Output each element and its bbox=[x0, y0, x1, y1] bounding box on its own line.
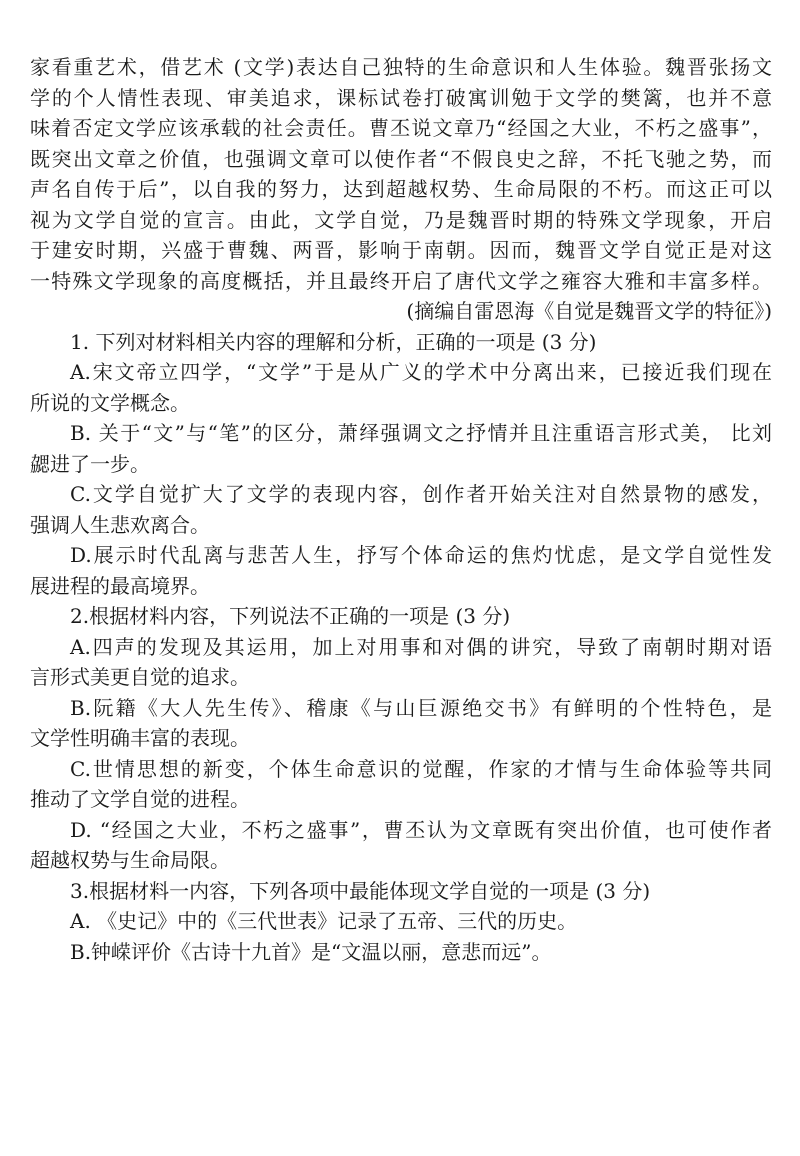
option-a-line2: 所说的文学概念。 bbox=[30, 390, 190, 415]
option-d-line1: D. “经国之大业，不朽之盛事”，曹丕认为文章既有突出价值，也可使作者 bbox=[70, 817, 772, 842]
passage-line: 声名自传于后”，以自我的努力，达到超越权势、生命局限的不朽。而这正可以 bbox=[30, 177, 772, 201]
option-a-line1: A.宋文帝立四学，“文学”于是从广义的学术中分离出来，已接近我们现在 bbox=[70, 360, 772, 384]
option-a-line1: A. 《史记》中的《三代世表》记录了五帝、三代的历史。 bbox=[70, 909, 578, 933]
passage-line: 视为文学自觉的宣言。由此，文学自觉，乃是魏晋时期的特殊文学现象，开启 bbox=[30, 207, 772, 232]
option-d-line1: D.展示时代乱离与悲苦人生，抒写个体命运的焦灼忧虑，是文学自觉性发 bbox=[70, 543, 772, 567]
option-c-line2: 强调人生悲欢离合。 bbox=[30, 512, 210, 537]
question-stem: 2.根据材料内容，下列说法不正确的一项是 (3 分) bbox=[70, 604, 511, 628]
citation: (摘编自雷恩海《自觉是魏晋文学的特征》) bbox=[406, 299, 772, 323]
option-b-line1: B.阮籍《大人先生传》、稽康《与山巨源绝交书》有鲜明的个性特色，是 bbox=[70, 695, 772, 720]
option-b-line1: B. 关于“文”与“笔”的区分，萧绎强调文之抒情并且注重语言形式美， 比刘 bbox=[70, 421, 772, 445]
passage bbox=[30, 52, 772, 296]
option-b-line2: 文学性明确丰富的表现。 bbox=[30, 726, 250, 750]
option-c-line1: C.世情思想的新变，个体生命意识的觉醒，作家的才情与生命体验等共同 bbox=[70, 756, 772, 781]
option-a-line1: A.四声的发现及其运用，加上对用事和对偶的讲究，导致了南朝时期对语 bbox=[70, 634, 772, 659]
option-b-line1: B.钟嵘评价《古诗十九首》是“文温以丽，意悲而远”。 bbox=[70, 939, 552, 964]
passage-line: 既突出文章之价值，也强调文章可以使作者“不假良史之辞，不托飞驰之势，而 bbox=[30, 146, 772, 171]
passage-line: 味着否定文学应该承载的社会责任。曹丕说文章乃“经国之大业，不朽之盛事”， bbox=[30, 116, 772, 140]
option-b-line2: 勰进了一步。 bbox=[30, 451, 150, 476]
question-stem: 1. 下列对材料相关内容的理解和分析，正确的一项是 (3 分) bbox=[70, 329, 597, 354]
option-c-line1: C.文学自觉扩大了文学的表现内容，创作者开始关注对自然景物的感发， bbox=[70, 482, 772, 506]
option-d-line2: 展进程的最高境界。 bbox=[30, 573, 210, 598]
passage-line: 学的个人情性表现、审美追求，课标试卷打破寓训勉于文学的樊篱，也并不意 bbox=[30, 85, 772, 110]
option-c-line2: 推动了文学自觉的进程。 bbox=[30, 787, 250, 811]
passage-line: 家看重艺术，借艺术 (文学)表达自己独特的生命意识和人生体验。魏晋张扬文 bbox=[30, 55, 772, 79]
question-3 bbox=[30, 876, 772, 968]
question-stem: 3.根据材料一内容，下列各项中最能体现文学自觉的一项是 (3 分) bbox=[70, 878, 651, 903]
question-2 bbox=[30, 601, 772, 876]
question-1 bbox=[30, 327, 772, 602]
passage-line: 于建安时期，兴盛于曹魏、两晋，影响于南朝。因而，魏晋文学自觉正是对这 bbox=[30, 238, 772, 262]
document-page bbox=[30, 52, 772, 967]
passage-line: 一特殊文学现象的高度概括，并且最终开启了唐代文学之雍容大雅和丰富多样。 bbox=[30, 268, 772, 293]
option-d-line2: 超越权势与生命局限。 bbox=[30, 848, 230, 872]
option-a-line2: 言形式美更自觉的追求。 bbox=[30, 665, 250, 689]
